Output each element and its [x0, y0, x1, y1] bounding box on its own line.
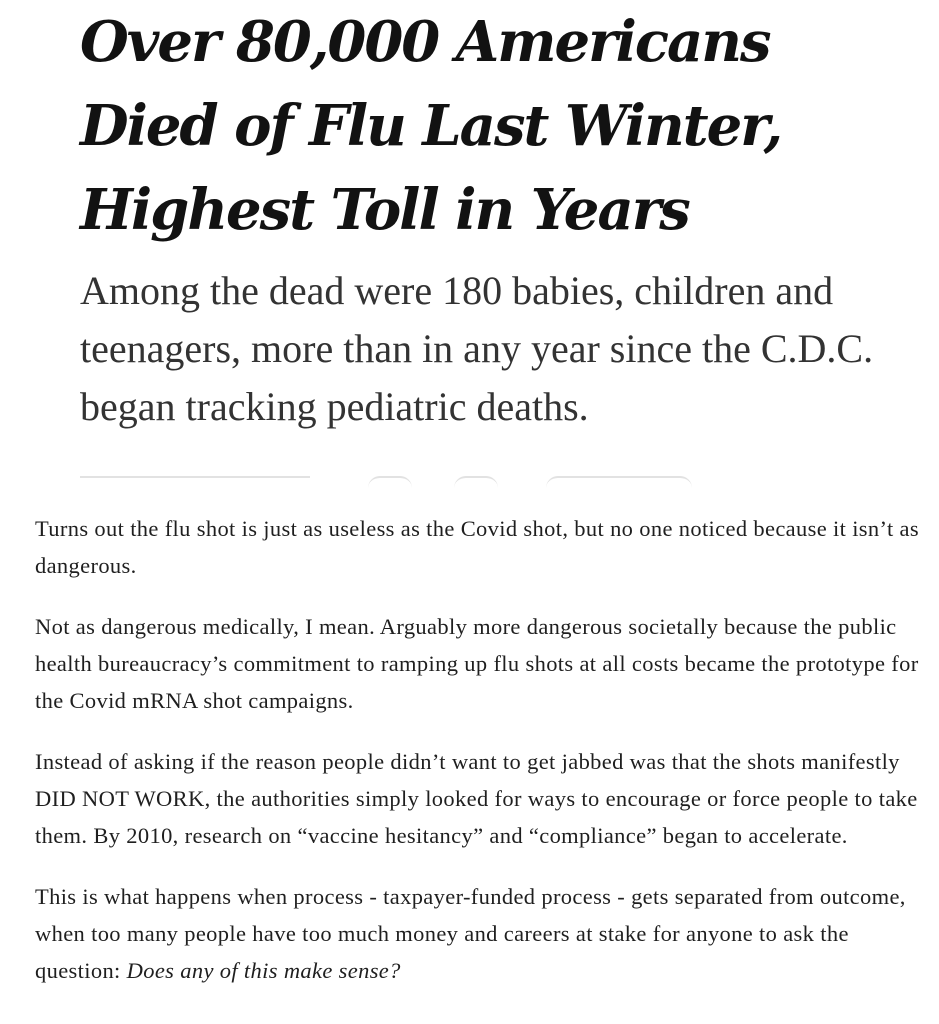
share-pill-button[interactable]	[546, 476, 692, 488]
post-paragraph: Turns out the flu shot is just as useless as the Covid shot, but no one noticed because it isn’t as dangerous.	[35, 516, 919, 578]
share-circle-button[interactable]	[454, 476, 498, 488]
article-screenshot	[0, 0, 939, 500]
post-paragraph: Instead of asking if the reason people didn’t want to get jabbed was that the shots manifestly DID NOT WORK, the authorities simply looked for ways to encourage or force people to take them. By 2010, research on “vaccine hesitancy” and “compliance” began to accelerate.	[35, 749, 918, 848]
post-question-emphasis: Does any of this make sense?	[126, 958, 401, 983]
post-body	[35, 510, 930, 1013]
article-dek: Among the dead were 180 babies, children and teenagers, more than in any year since the C.D.C. began tracking pediatric deaths.	[80, 268, 874, 429]
post-paragraph-text: This is what happens when process - taxpayer-funded process - gets separated from outcome, when too many people have too much money and careers at stake for anyone to ask the question:	[35, 884, 906, 983]
article-headline: Over 80,000 Americans Died of Flu Last Winter, Highest Toll in Years	[80, 9, 782, 243]
share-divider	[80, 476, 310, 488]
share-circle-button[interactable]	[368, 476, 412, 488]
post-paragraph-final	[35, 878, 930, 989]
share-tools-bar	[80, 474, 720, 486]
post-paragraph: Not as dangerous medically, I mean. Arguably more dangerous societally because the public health bureaucracy’s commitment to ramping up flu shots at all costs became the prototype for the Covid mRNA shot campaigns.	[35, 614, 919, 713]
